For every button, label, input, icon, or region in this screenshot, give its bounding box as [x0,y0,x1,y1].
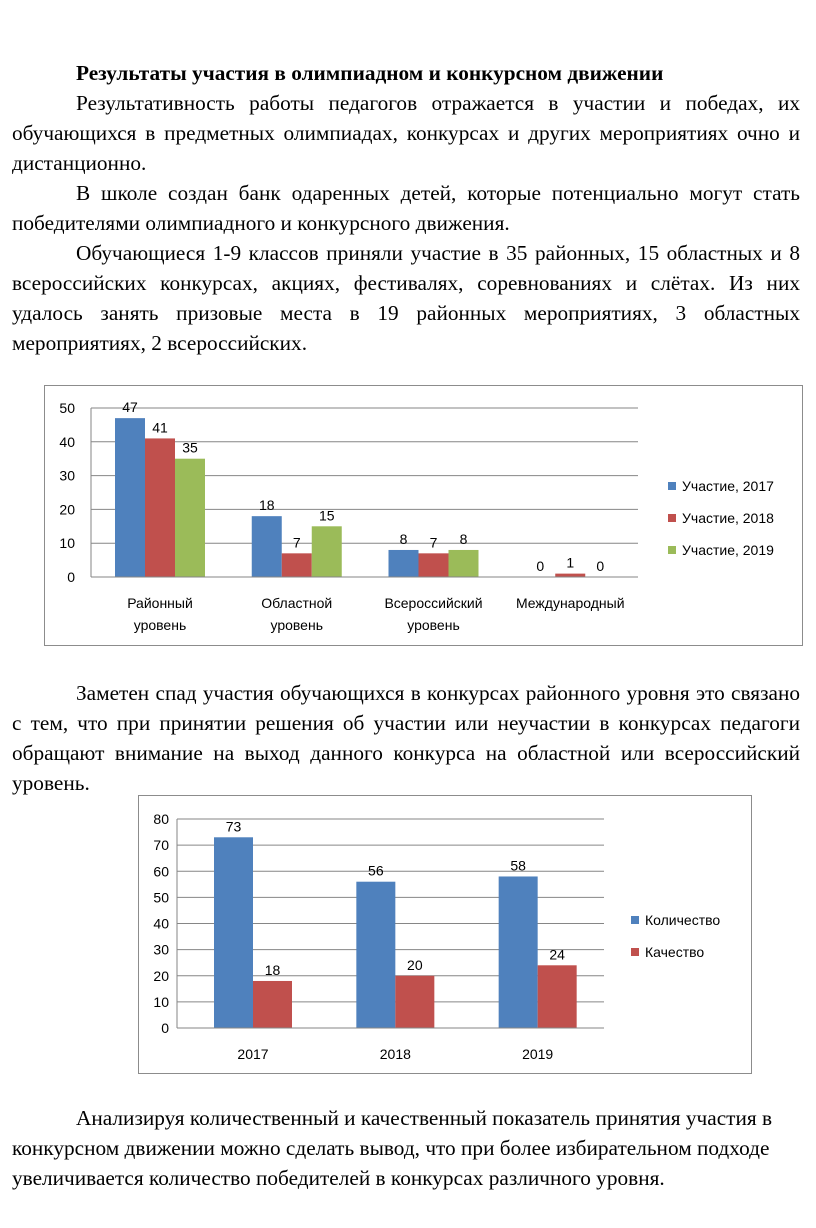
y-tick-label: 40 [153,915,169,932]
data-label: 24 [549,946,565,963]
y-tick-label: 0 [161,1020,169,1036]
data-label: 35 [182,439,198,456]
y-tick-label: 10 [153,993,169,1010]
data-label: 0 [536,558,545,574]
bar [389,550,419,577]
legend-swatch [668,514,676,522]
paragraph-decline: Заметен спад участия обучающихся в конкурсах районного уровня это связано с тем, что при принятии решения об участии или неучастии в конкурсах педагоги обращают внимание на выход данного конкурса на областной или всероссийский уровень. [12,681,800,795]
paragraph-conclusion: Анализируя количественный и качественный показатель принятия участия в конкурсном движении можно сделать вывод, что при более избирательном подходе увеличивается количество победителей в конкурсах различного уровня. [12,1106,773,1190]
legend-swatch [668,546,676,554]
data-label: 8 [459,530,468,547]
quantity-quality-chart [138,795,752,1074]
data-label: 18 [258,497,275,514]
data-label: 1 [566,554,575,571]
y-tick-label: 70 [153,837,169,854]
data-label: 7 [429,534,438,551]
data-label: 18 [264,961,281,978]
y-tick-label: 80 [153,811,169,827]
category-label: Всероссийский [384,595,483,611]
bar [555,574,585,577]
section-heading: Результаты участия в олимпиадном и конкурсном движении [76,61,664,85]
legend-swatch [631,948,639,956]
bar [449,550,479,577]
y-tick-label: 20 [59,501,75,518]
data-label: 7 [292,534,301,551]
bar [395,976,434,1028]
y-tick-label: 30 [59,467,75,484]
y-tick-label: 0 [67,569,75,585]
bar [253,981,292,1028]
category-label: уровень [133,617,187,633]
paragraph-participation: Обучающиеся 1-9 классов приняли участие в 35 районных, 15 областных и 8 всероссийских конкурсах, акциях, фестивалях, соревнованиях и слётах. Из них удалось занять призовые места в 19 районных мероприятиях, 3 областных мероприятиях, 2 всероссийских. [12,241,800,355]
legend-label: Качество [645,944,705,960]
legend-label: Количество [645,912,721,928]
legend-swatch [668,482,676,490]
category-label: уровень [270,617,324,633]
participation-chart-svg [45,386,802,645]
legend-label: Участие, 2019 [682,542,774,558]
data-label: 73 [225,818,242,835]
bar [175,459,205,577]
y-tick-label: 60 [153,863,169,880]
bar [499,876,538,1028]
quantity-quality-chart-svg [139,796,751,1073]
legend-swatch [631,916,639,924]
participation-chart [44,385,803,646]
y-tick-label: 40 [59,433,75,450]
bar [312,526,342,577]
category-label: 2017 [237,1046,269,1062]
bar [252,516,282,577]
y-tick-label: 20 [153,967,169,984]
bar [214,837,253,1028]
category-label: Районный [127,595,193,611]
data-label: 47 [122,399,138,416]
legend-label: Участие, 2017 [682,478,774,494]
y-tick-label: 50 [153,889,169,906]
data-label: 0 [596,558,605,574]
y-tick-label: 10 [59,535,75,552]
data-label: 56 [368,862,384,879]
bar [115,418,145,577]
bar [538,965,577,1028]
category-label: 2019 [522,1046,554,1062]
paragraph-gifted-bank: В школе создан банк одаренных детей, которые потенциально могут стать победителями олимпиадного и конкурсного движения. [12,181,800,235]
data-label: 20 [407,956,423,973]
category-label: уровень [407,617,460,633]
data-label: 41 [152,419,168,436]
data-label: 8 [399,530,408,547]
category-label: Областной [261,595,333,611]
bar [282,553,312,577]
y-tick-label: 30 [153,941,169,958]
bar [356,882,395,1028]
y-tick-label: 50 [59,400,75,416]
bar [419,553,449,577]
paragraph-results: Результативность работы педагогов отражается в участии и победах, их обучающихся в предметных олимпиадах, конкурсах и других мероприятиях очно и дистанционно. [12,91,800,175]
bar [145,438,175,577]
category-label: Международный [515,595,625,611]
category-label: 2018 [379,1046,411,1062]
legend-label: Участие, 2018 [682,510,774,526]
data-label: 15 [318,507,335,524]
data-label: 58 [510,857,526,874]
